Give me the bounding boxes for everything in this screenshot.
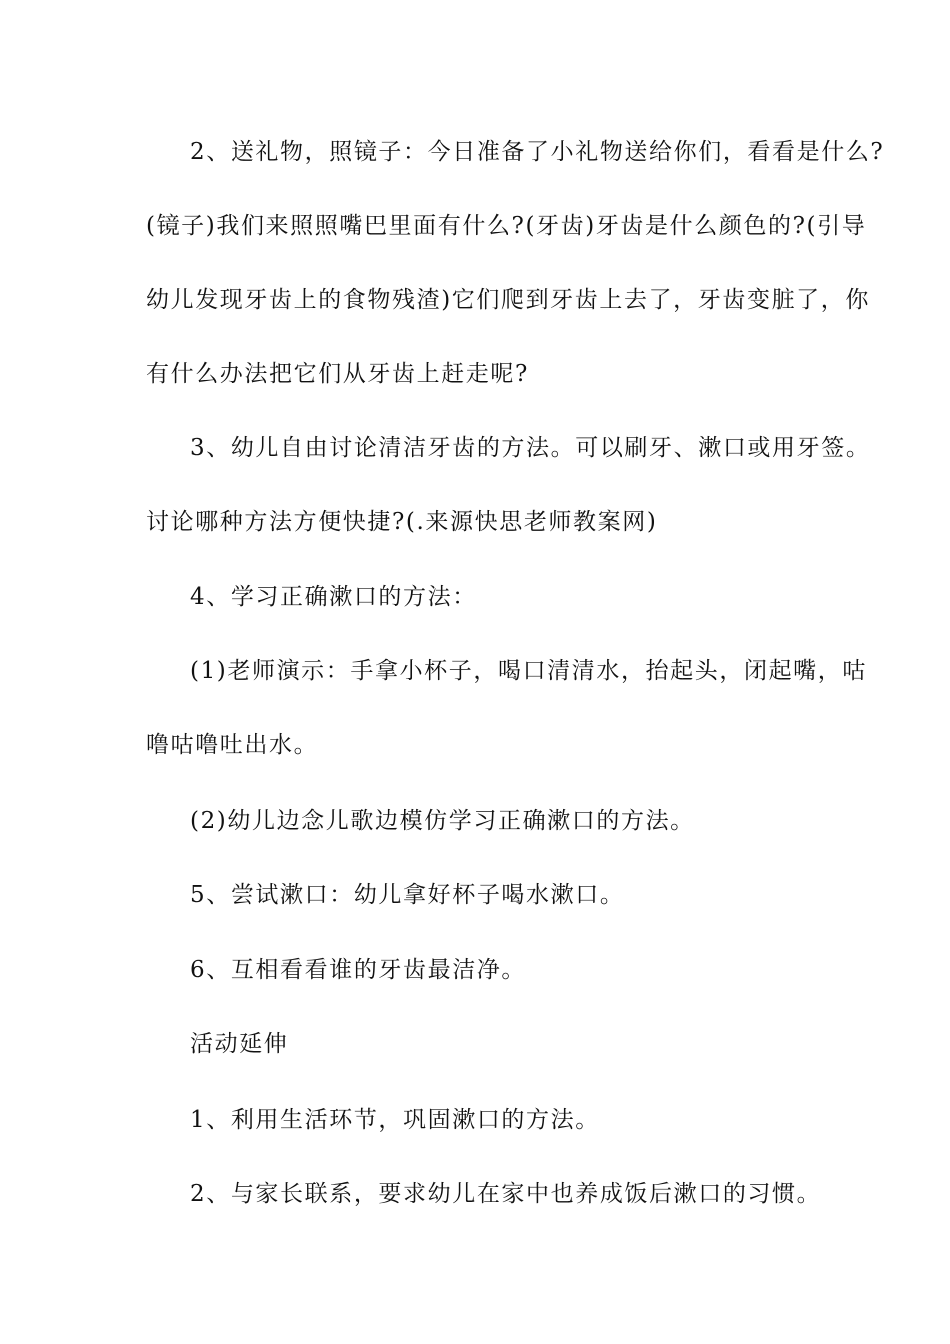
paragraph-step-4: 4、学习正确漱口的方法：	[190, 584, 477, 610]
paragraph-substep-1-cont: 噜咕噜吐出水。	[146, 732, 319, 758]
paragraph-extension-2: 2、与家长联系，要求幼儿在家中也养成饭后漱口的习惯。	[190, 1181, 822, 1207]
paragraph-step-3: 3、幼儿自由讨论清洁牙齿的方法。可以刷牙、漱口或用牙签。	[190, 435, 871, 461]
paragraph-extension-1: 1、利用生活环节，巩固漱口的方法。	[190, 1107, 600, 1133]
paragraph-substep-1: (1)老师演示：手拿小杯子，喝口清清水，抬起头，闭起嘴，咕	[190, 658, 867, 684]
paragraph-step-5: 5、尝试漱口：幼儿拿好杯子喝水漱口。	[190, 882, 625, 908]
paragraph-step-6: 6、互相看看谁的牙齿最洁净。	[190, 957, 527, 983]
paragraph-step-2-cont-2: 幼儿发现牙齿上的食物残渣)它们爬到牙齿上去了，牙齿变脏了，你	[146, 287, 870, 313]
paragraph-substep-2: (2)幼儿边念儿歌边模仿学习正确漱口的方法。	[190, 808, 695, 834]
paragraph-step-2-cont-3: 有什么办法把它们从牙齿上赶走呢?	[146, 361, 529, 387]
paragraph-step-2: 2、送礼物，照镜子：今日准备了小礼物送给你们，看看是什么?	[190, 139, 885, 165]
paragraph-step-2-cont-1: (镜子)我们来照照嘴巴里面有什么?(牙齿)牙齿是什么颜色的?(引导	[146, 213, 867, 239]
section-heading-extension: 活动延伸	[190, 1031, 289, 1057]
paragraph-step-3-cont: 讨论哪种方法方便快捷?(.来源快思老师教案网)	[146, 509, 658, 535]
